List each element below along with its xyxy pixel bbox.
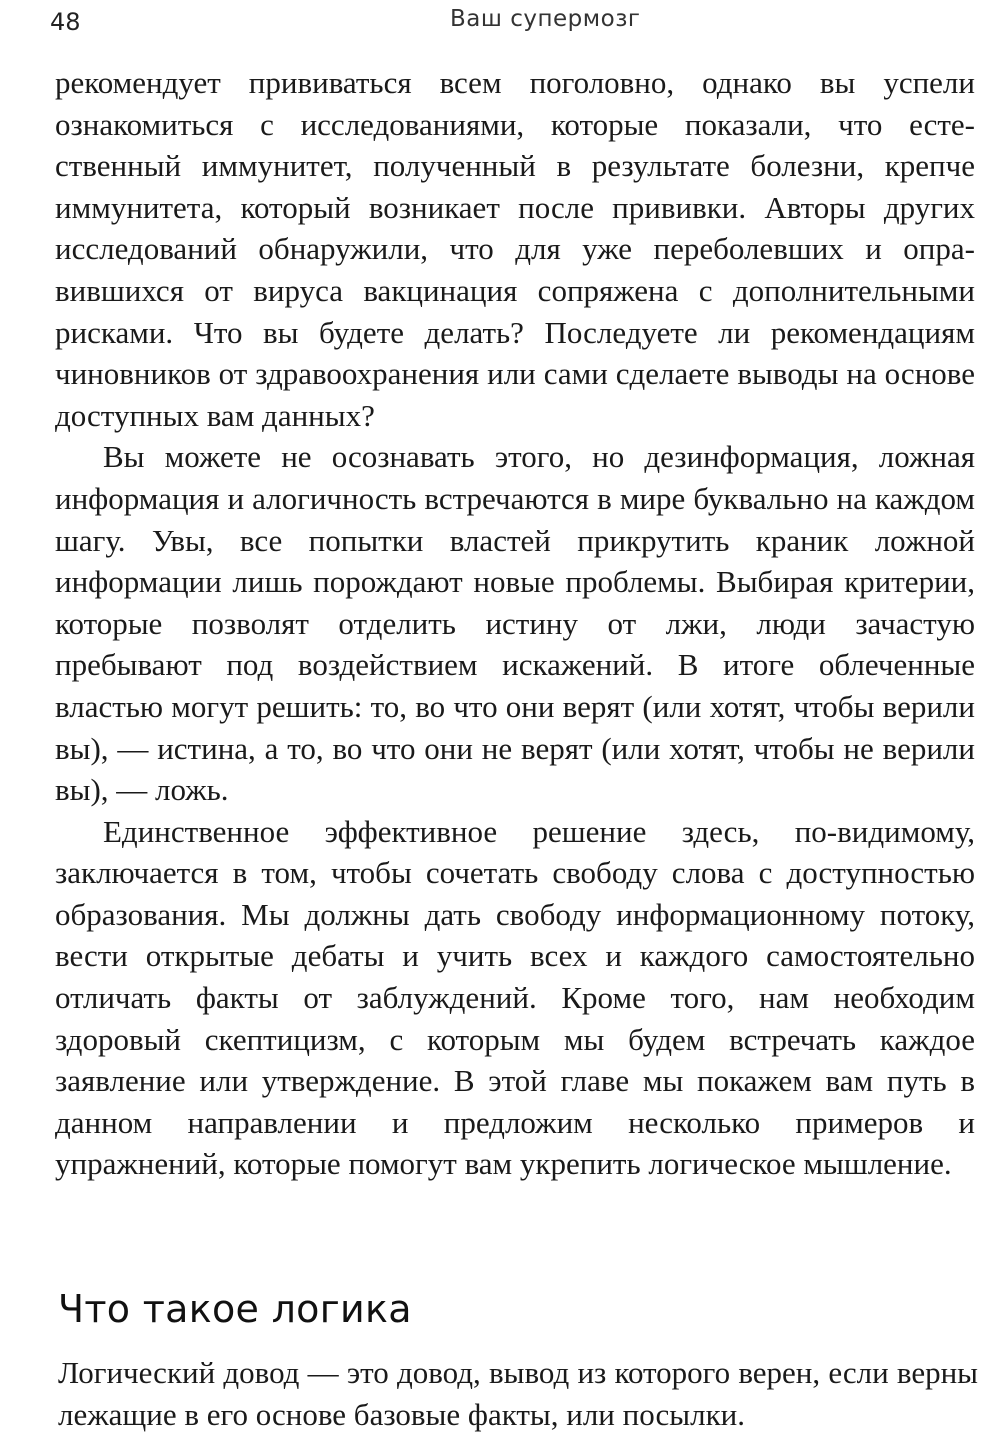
body-text [55, 62, 975, 1185]
running-head [50, 6, 970, 40]
paragraph: Вы можете не осознавать этого, но дезинформация, ложная информация и алогичность встречаются в мире буквально на каждом шагу. Увы, все попытки властей прикрутить краник ложной информации лишь порождают новые проблемы. Выбирая критерии, которые позволят отделить истину от лжи, люди зачастую пребывают под воздействием искажений. В итоге облеченные властью могут решить: то, во что они верят (или хотят, чтобы верили вы), — истина, а то, во что они не верят (или хотят, чтобы не верили вы), — ложь. [55, 439, 975, 808]
paragraph-continued: рекомендует прививаться всем поголовно, однако вы успели ознакомиться с исследованиями, которые показали, что естественный иммунитет, полученный в результате болезни, крепче иммунитета, который возникает после прививки. Авторы других исследований обнаружили, что для уже переболевших и оправившихся от вируса вакцинация сопряжена с дополнительными рисками. Что вы будете делать? Последуете ли рекомендациям чиновников от здравоохранения или сами сделаете выводы на основе доступных вам данных? [55, 65, 975, 433]
paragraph: Единственное эффективное решение здесь, по-видимому, заключается в том, чтобы сочетать свободу слова с доступностью образования. Мы должны дать свободу информационному потоку, вести открытые дебаты и учить всех и каждого самостоятельно отличать факты от заблуждений. Кроме того, нам необходим здоровый скептицизм, с которым мы будем встречать каждое заявление или утверждение. В этой главе мы покажем вам путь в данном направлении и предложим несколько примеров и упражнений, которые помогут вам укрепить логическое мышление. [55, 813, 975, 1182]
section-paragraph: Логический довод — это довод, вывод из которого верен, если верны лежащие в его основе базовые факты, или посылки. [58, 1355, 978, 1432]
section-heading: Что такое логика [58, 1287, 412, 1331]
book-title: Ваш супермозг [450, 6, 641, 32]
page-number: 48 [50, 8, 81, 36]
